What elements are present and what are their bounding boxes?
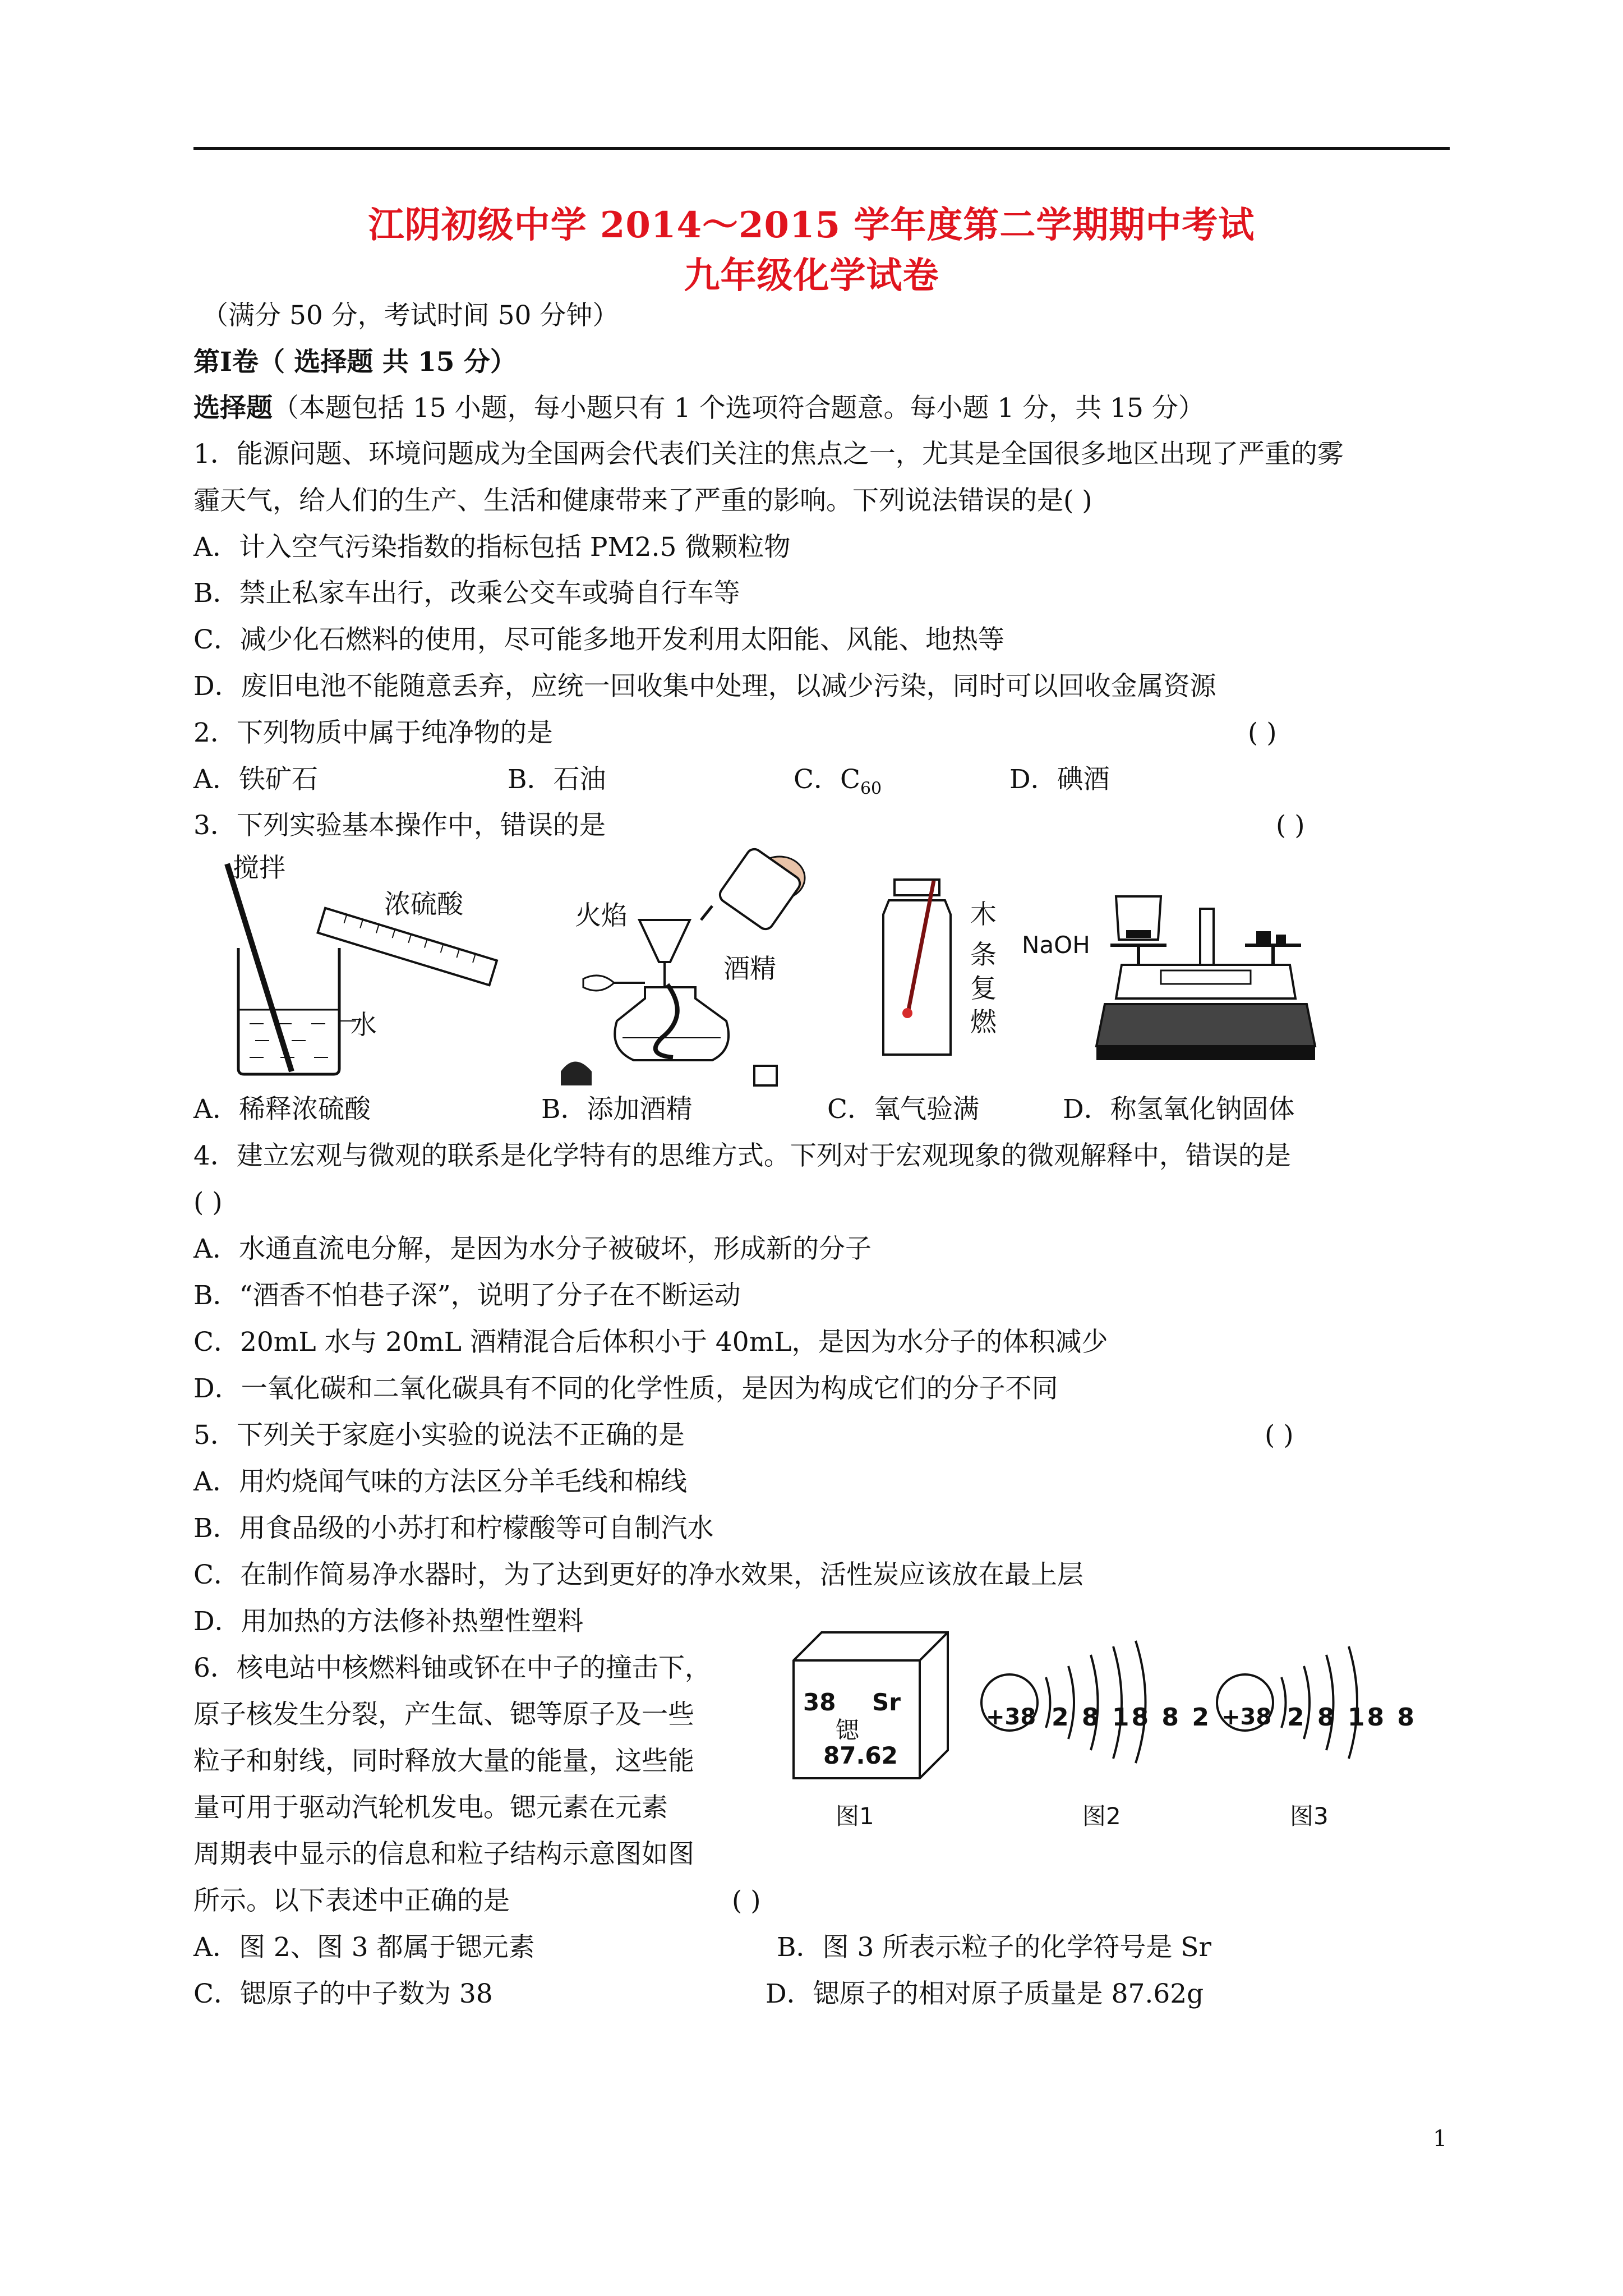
q6-stem-line4: 量可用于驱动汽轮机发电。锶元素在元素 xyxy=(193,1792,668,1823)
q5-stem: 5．下列关于家庭小实验的说法不正确的是 xyxy=(193,1420,685,1451)
label-wood-1: 木 xyxy=(970,899,997,930)
header-rule xyxy=(193,147,1450,150)
q5-option-d: D．用加热的方法修补热塑性塑料 xyxy=(193,1606,584,1637)
q4-option-b: B．“酒香不怕巷子深”，说明了分子在不断运动 xyxy=(193,1280,741,1311)
q4-option-a: A．水通直流电分解，是因为水分子被破坏，形成新的分子 xyxy=(193,1234,872,1264)
part-heading: 第Ⅰ卷（ 选择题 共 15 分） xyxy=(193,347,517,378)
element-symbol: Sr xyxy=(872,1688,901,1716)
exam-subtitle: 九年级化学试卷 xyxy=(684,255,939,297)
q6-stem-line6: 所示。以下表述中正确的是 xyxy=(193,1885,510,1916)
label-flame: 火焰 xyxy=(575,900,628,931)
q2-option-c-subscript: 60 xyxy=(860,779,882,799)
page-number: 1 xyxy=(1433,2126,1447,2152)
q5-option-c: C．在制作简易净水器时，为了达到更好的净水效果，活性炭应该放在最上层 xyxy=(193,1559,1083,1590)
q4-stem-line1: 4．建立宏观与微观的联系是化学特有的思维方式。下列对于宏观现象的微观解释中，错误的是 xyxy=(193,1140,1291,1171)
q2-option-d: D．碘酒 xyxy=(1009,764,1110,795)
q6-option-a: A．图 2、图 3 都属于锶元素 xyxy=(193,1932,535,1963)
q1-option-b: B．禁止私家车出行，改乘公交车或骑自行车等 xyxy=(193,578,740,609)
q4-option-c: C．20mL 水与 20mL 酒精混合后体积小于 40mL，是因为水分子的体积减少 xyxy=(193,1327,1108,1358)
label-wood-4: 燃 xyxy=(970,1007,997,1038)
section-instructions xyxy=(193,393,1205,424)
ion-structure-figure xyxy=(1211,1630,1396,1764)
label-wood-2: 条 xyxy=(970,940,997,970)
q1-option-d: D．废旧电池不能随意丢弃，应统一回收集中处理，以减少污染，同时可以回收金属资源 xyxy=(193,671,1216,702)
exam-info: （满分 50 分，考试时间 50 分钟） xyxy=(202,300,619,331)
exam-title: 江阴初级中学 2014～2015 学年度第二学期期中考试 xyxy=(368,204,1255,246)
q3-option-b: B．添加酒精 xyxy=(541,1094,693,1125)
fig-oxygen-test xyxy=(869,875,965,1066)
fig-add-alcohol xyxy=(561,836,852,1088)
q6-stem-line3: 粒子和射线，同时释放大量的能量，这些能 xyxy=(193,1746,694,1777)
q2-option-c-text: C．C xyxy=(794,764,860,795)
element-atomic-number: 38 xyxy=(803,1688,836,1716)
element-mass: 87.62 xyxy=(823,1742,898,1769)
q3-stem: 3．下列实验基本操作中，错误的是 xyxy=(193,810,606,841)
q6-option-c: C．锶原子的中子数为 38 xyxy=(193,1978,493,2009)
fig3-caption: 图3 xyxy=(1290,1802,1329,1830)
q2-option-a: A．铁矿石 xyxy=(193,764,318,795)
q1-stem-line2: 霾天气，给人们的生产、生活和健康带来了严重的影响。下列说法错误的是( ) xyxy=(193,485,1092,516)
q3-option-c: C．氧气验满 xyxy=(827,1094,979,1125)
section-label: 选择题 xyxy=(193,393,273,424)
q5-answer-paren: ( ) xyxy=(1265,1420,1294,1451)
q5-option-a: A．用灼烧闻气味的方法区分羊毛线和棉线 xyxy=(193,1466,687,1497)
section-text: （本题包括 15 小题，每小题只有 1 个选项符合题意。每小题 1 分，共 15 分） xyxy=(273,393,1205,424)
q3-answer-paren: ( ) xyxy=(1276,810,1305,841)
q6-stem-line2: 原子核发生分裂，产生氙、锶等原子及一些 xyxy=(193,1699,694,1730)
q4-stem-line2: ( ) xyxy=(193,1187,223,1218)
label-wood-3: 复 xyxy=(970,973,997,1004)
fig3-shells: 2 8 18 8 xyxy=(1287,1703,1417,1732)
fig2-shells: 2 8 18 8 2 xyxy=(1052,1703,1211,1732)
label-naoh: NaOH xyxy=(1022,931,1090,959)
fig3-nucleus: +38 xyxy=(1221,1704,1272,1730)
q3-option-a: A．稀释浓硫酸 xyxy=(193,1094,371,1125)
q4-option-d: D．一氧化碳和二氧化碳具有不同的化学性质，是因为构成它们的分子不同 xyxy=(193,1373,1058,1404)
fig2-nucleus: +38 xyxy=(986,1704,1036,1730)
q1-option-c: C．减少化石燃料的使用，尽可能多地开发利用太阳能、风能、地热等 xyxy=(193,624,1004,655)
label-alcohol: 酒精 xyxy=(723,954,776,984)
element-name: 锶 xyxy=(836,1717,860,1744)
q1-stem-line1: 1．能源问题、环境问题成为全国两会代表们关注的焦点之一，尤其是全国很多地区出现了严重的雾 xyxy=(193,439,1344,470)
q6-stem-line5: 周期表中显示的信息和粒子结构示意图如图 xyxy=(193,1839,694,1870)
q1-option-a: A．计入空气污染指数的指标包括 PM2.5 微颗粒物 xyxy=(193,532,791,563)
q2-option-b: B．石油 xyxy=(508,764,606,795)
q5-option-b: B．用食品级的小苏打和柠檬酸等可自制汽水 xyxy=(193,1513,714,1544)
label-water: 水 xyxy=(351,1010,377,1041)
fig1-caption: 图1 xyxy=(836,1802,874,1830)
q6-option-b: B．图 3 所表示粒子的化学符号是 Sr xyxy=(777,1932,1211,1963)
q3-option-d: D．称氢氧化钠固体 xyxy=(1063,1094,1295,1125)
label-concentrated-acid: 浓硫酸 xyxy=(384,889,463,920)
fig2-caption: 图2 xyxy=(1082,1802,1121,1830)
atom-structure-figure xyxy=(976,1630,1200,1764)
q6-option-d: D．锶原子的相对原子质量是 87.62g xyxy=(766,1978,1204,2009)
q2-stem: 2．下列物质中属于纯净物的是 xyxy=(193,717,553,748)
q2-option-c xyxy=(794,764,882,804)
label-stir: 搅拌 xyxy=(233,853,285,884)
fig-balance xyxy=(1088,886,1324,1066)
q2-answer-paren: ( ) xyxy=(1248,717,1277,748)
q6-stem-line1: 6．核电站中核燃料铀或钚在中子的撞击下， xyxy=(193,1653,711,1683)
q6-answer-paren: ( ) xyxy=(732,1885,761,1916)
